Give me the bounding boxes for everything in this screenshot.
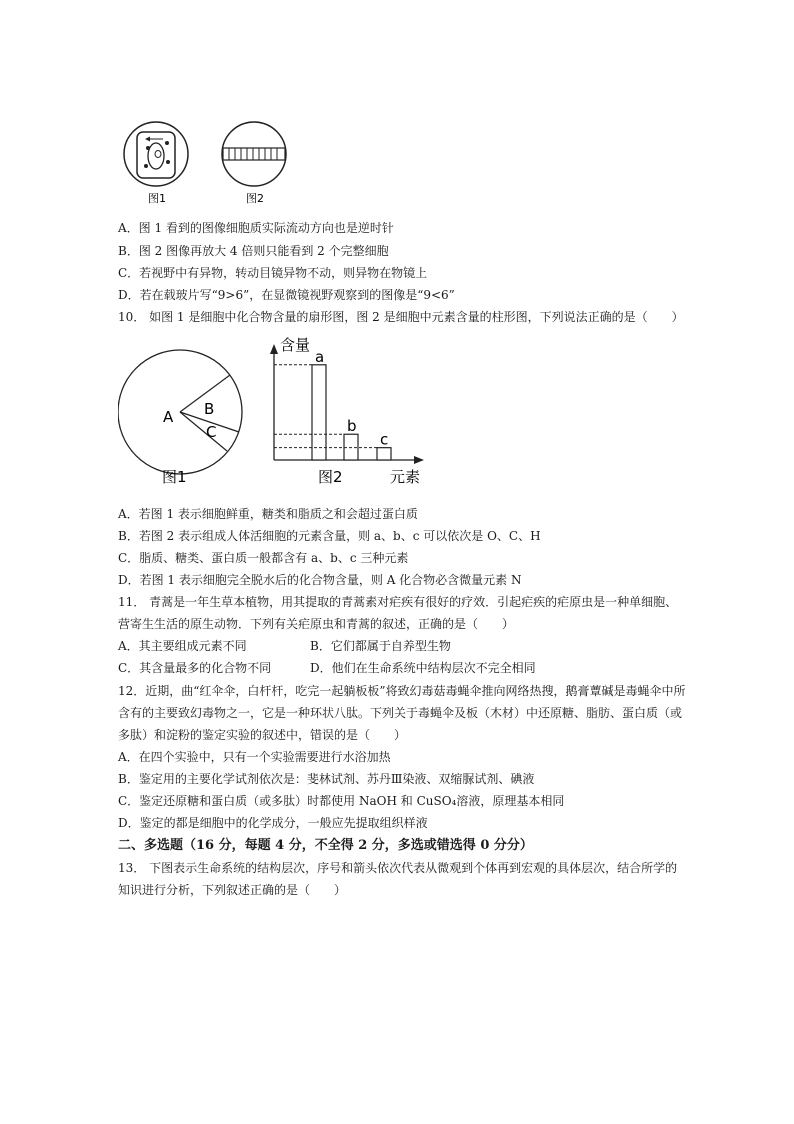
q11-stem-line2: 营寄生生活的原生动物．下列有关疟原虫和青蒿的叙述，正确的是（ ）	[118, 617, 515, 631]
q10-option-d: D．若图 1 表示细胞完全脱水后的化合物含量，则 A 化合物必含微量元素 N	[118, 573, 522, 587]
q11-option-b: B．它们都属于自养型生物	[310, 639, 451, 653]
bar-series	[274, 348, 391, 460]
q9-option-d: D．若在载玻片写“9>6”，在显微镜视野观察到的图像是“9<6”	[118, 288, 455, 302]
q12-option-a: A．在四个实验中，只有一个实验需要进行水浴加热	[118, 750, 391, 764]
q10-stem: 10． 如图 1 是细胞中化合物含量的扇形图，图 2 是细胞中元素含量的柱形图，下列说法正确的是（ ）	[118, 310, 684, 324]
bar-a	[312, 365, 326, 460]
q9-option-a: A．图 1 看到的图像细胞质实际流动方向也是逆时针	[118, 221, 394, 235]
q13-stem-line1: 13． 下图表示生命系统的结构层次，序号和箭头依次代表从微观到个体再到宏观的具体层次，结合所学的	[118, 861, 678, 875]
bar-ylabel: 含量	[280, 336, 311, 354]
q12-stem-line1: 12．近期，曲“红伞伞，白杆杆，吃完一起躺板板”将致幻毒菇毒蝇伞推向网络热搜，鹅膏蕈碱是毒蝇伞中所	[118, 684, 686, 698]
q12-option-b: B．鉴定用的主要化学试剂依次是：斐林试剂、苏丹Ⅲ染液、双缩脲试剂、碘液	[118, 772, 535, 786]
bar-b	[344, 434, 358, 460]
q12-option-c: C．鉴定还原糖和蛋白质（或多肽）时都使用 NaOH 和 CuSO₄溶液，原理基本相同	[118, 794, 565, 808]
bar-label-a: a	[315, 347, 325, 366]
figure2-microscope-view	[222, 122, 286, 186]
bar-xlabel: 元素	[390, 468, 421, 486]
q13-stem-line2: 知识进行分析，下列叙述正确的是（ ）	[118, 883, 347, 897]
bar-label-b: b	[347, 417, 357, 436]
q12-option-d: D．鉴定的都是细胞中的化学成分，一般应先提取组织样液	[118, 816, 428, 830]
pie-label-c: C	[206, 423, 217, 441]
q12-stem-line2: 含有的主要致幻毒物之一，它是一种环状八肽。下列关于毒蝇伞及板（木材）中还原糖、脂肪、蛋白质（或	[118, 706, 683, 720]
section2-heading: 二、多选题（16 分，每题 4 分，不全得 2 分，多选或错选得 0 分分）	[118, 838, 533, 853]
q11-option-c: C．其含量最多的化合物不同	[118, 661, 272, 675]
bar-c	[377, 448, 391, 460]
pie-caption: 图1	[162, 468, 187, 486]
figure1-microscope-view	[124, 122, 188, 186]
q12-stem-line3: 多肽）和淀粉的鉴定实验的叙述中，错误的是（ ）	[118, 728, 407, 742]
q10-pie-figure	[118, 336, 258, 486]
figure2-caption: 图2	[246, 192, 264, 205]
q9-option-c: C．若视野中有异物，转动目镜异物不动，则异物在物镜上	[118, 266, 428, 280]
q10-option-c: C．脂质、糖类、蛋白质一般都含有 a、b、c 三种元素	[118, 551, 409, 565]
q11-stem-line1: 11． 青蒿是一年生草本植物，用其提取的青蒿素对疟疾有很好的疗效．引起疟疾的疟原虫是一种单细胞、	[118, 595, 678, 609]
bar-label-c: c	[380, 430, 389, 449]
pie-label-b: B	[204, 400, 215, 418]
microscope-figures	[112, 118, 312, 208]
pie-label-a: A	[163, 408, 174, 426]
q11-option-d: D．他们在生命系统中结构层次不完全相同	[310, 661, 536, 675]
figure1-caption: 图1	[148, 192, 166, 205]
q11-option-a: A．其主要组成元素不同	[118, 639, 247, 653]
q10-bar-figure	[260, 330, 450, 490]
q10-option-b: B．若图 2 表示组成人体活细胞的元素含量，则 a、b、c 可以依次是 O、C、H	[118, 529, 541, 543]
q10-option-a: A．若图 1 表示细胞鲜重，糖类和脂质之和会超过蛋白质	[118, 507, 418, 521]
bar-caption: 图2	[318, 468, 343, 486]
q9-option-b: B．图 2 图像再放大 4 倍则只能看到 2 个完整细胞	[118, 244, 389, 258]
